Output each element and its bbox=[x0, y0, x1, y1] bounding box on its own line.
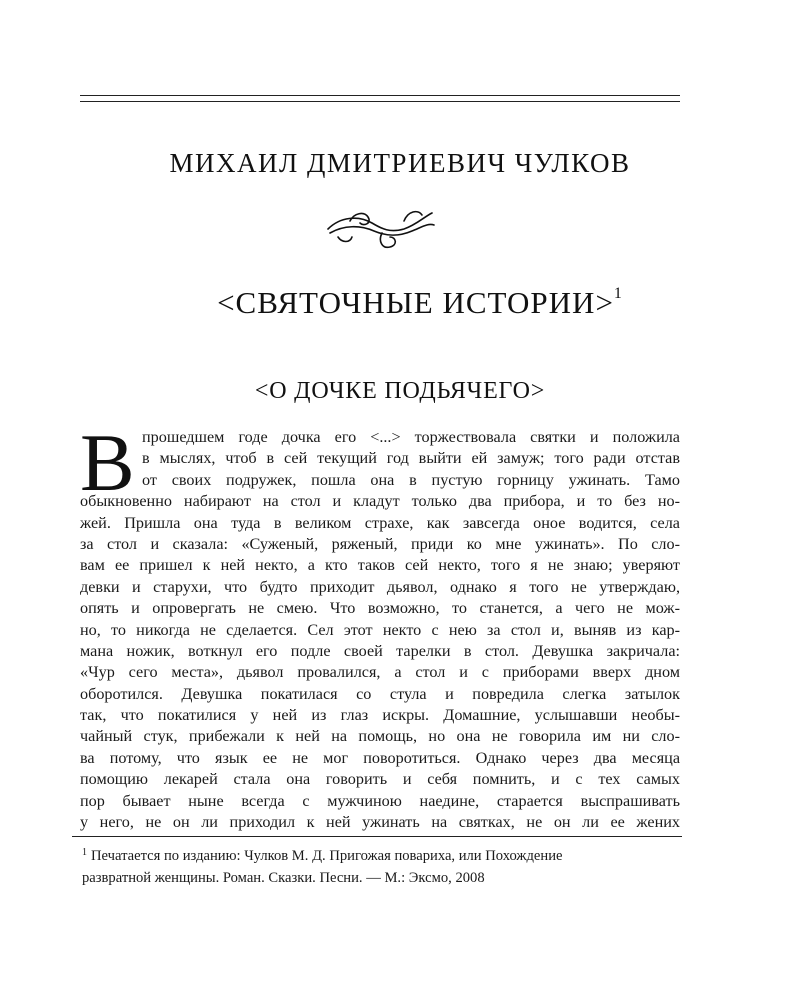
body-line: мана ножик, воткнул его подле своей тарелки в стол. Девушка закричала: bbox=[80, 641, 680, 660]
body-line: обыкновенно набирают на стол и кладут только два прибора, и то без но- bbox=[80, 492, 680, 511]
section-title-text: <СВЯТОЧНЫЕ ИСТОРИИ> bbox=[217, 285, 614, 320]
footnote-mark: 1 bbox=[82, 847, 87, 858]
body-line: чайный стук, прибежали к ней на помощь, но она не говорила им ни сло- bbox=[80, 727, 680, 746]
body-line: от своих подружек, пошла она в пустую горницу ужинать. Тамо bbox=[142, 470, 680, 489]
body-line: ва потому, что язык ее не мог поворотиться. Однако через два месяца bbox=[80, 748, 680, 767]
footnote-line bbox=[82, 846, 682, 868]
body-line: в мыслях, чтоб в сей текущий год выйти ей замуж; того ради отстав bbox=[142, 449, 680, 468]
body-line: за стол и сказала: «Суженый, ряженый, приди ко мне ужинать». По сло- bbox=[80, 534, 680, 553]
body-line: «Чур сего места», дьявол провалился, а стол и с приборами вверх дном bbox=[80, 663, 680, 682]
body-line: пор бывает ныне всегда с мужчиною наедине, старается выспрашивать bbox=[80, 791, 680, 810]
header-double-rule bbox=[80, 95, 680, 102]
title-footnote-mark[interactable]: 1 bbox=[613, 284, 623, 302]
body-line: так, что покатилися у ней из глаз искры. Домашние, услышавши необы- bbox=[80, 706, 680, 725]
body-line: но, то никогда не сделается. Сел этот некто с нею за стол и, выняв из кар- bbox=[80, 620, 680, 639]
footnote-text-2: развратной женщины. Роман. Сказки. Песни. — М.: Эксмо, 2008 bbox=[82, 870, 485, 886]
drop-cap: В bbox=[80, 417, 135, 508]
author-name: МИХАИЛ ДМИТРИЕВИЧ ЧУЛКОВ bbox=[169, 148, 631, 178]
section-title bbox=[0, 285, 800, 321]
chapter-subtitle: <О ДОЧКЕ ПОДЬЯЧЕГО> bbox=[254, 378, 546, 404]
body-line: девки и старухи, что будто приходит дьявол, однако я того не утверждаю, bbox=[80, 577, 680, 596]
footnote-divider bbox=[72, 836, 682, 837]
body-line: у него, не он ли приходил к ней ужинать на святках, не он ли ее жених bbox=[80, 813, 680, 832]
body-text bbox=[80, 427, 680, 833]
flourish-ornament-icon bbox=[320, 203, 440, 251]
body-line: жей. Пришла она туда в великом страхе, как завсегда оное водится, села bbox=[80, 513, 680, 532]
body-line: прошедшем годе дочка его <...> торжествовала святки и положила bbox=[142, 428, 680, 446]
footnote-text-1: Печатается по изданию: Чулков М. Д. Пригожая повариха, или Похождение bbox=[91, 848, 563, 864]
body-line: помощию лекарей стала она говорить и себя помнить, и с тех самых bbox=[80, 770, 680, 789]
footnote bbox=[82, 846, 682, 888]
body-line: опять и опровергать не смею. Что возможно, то станется, а чего не мож- bbox=[80, 599, 680, 618]
body-line: вам ее пришел к ней некто, а кто таков сей некто, того я не знаю; уверяют bbox=[80, 556, 680, 575]
body-line: оборотился. Девушка покатилася со стула и повредила слегка затылок bbox=[80, 684, 680, 703]
